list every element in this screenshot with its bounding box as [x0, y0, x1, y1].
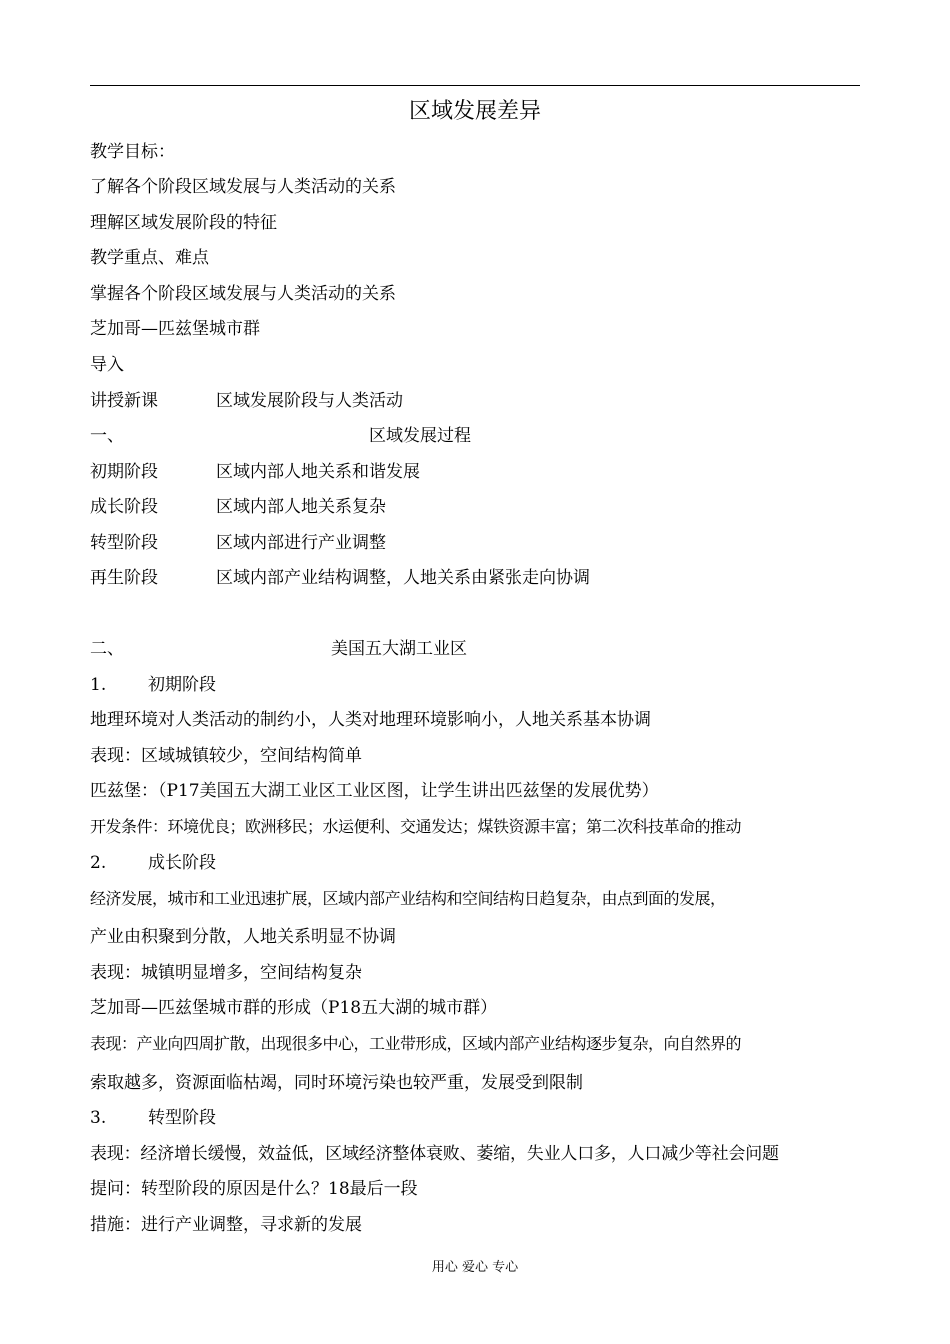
section-2-title: 美国五大湖工业区: [331, 639, 467, 659]
section-1-title: 区域发展过程: [369, 426, 471, 446]
paragraph-line: 表现：产业向四周扩散，出现很多中心，工业带形成，区域内部产业结构逐步复杂，向自然界的: [90, 1034, 742, 1053]
paragraph-line: 开发条件：环境优良；欧洲移民；水运便利、交通发达；煤铁资源丰富；第二次科技革命的推动: [90, 817, 742, 836]
paragraph-line: 表现：城镇明显增多，空间结构复杂: [90, 963, 362, 983]
new-lesson-line: [90, 389, 865, 413]
stage-row: [90, 460, 865, 484]
paragraph-line: 索取越多，资源面临枯竭，同时环境污染也较严重，发展受到限制: [90, 1073, 583, 1093]
stage-name: 再生阶段: [90, 568, 158, 588]
key-point-2: 芝加哥—匹兹堡城市群: [90, 319, 260, 339]
subsection-2-title: 成长阶段: [148, 853, 216, 873]
paragraph-line: 表现：经济增长缓慢，效益低，区域经济整体衰败、萎缩，失业人口多，人口减少等社会问题: [90, 1144, 779, 1164]
section-2-number: 二、: [90, 639, 124, 659]
key-points-heading: 教学重点、难点: [90, 248, 209, 268]
stage-row: [90, 531, 865, 555]
stage-row: [90, 566, 865, 590]
key-point-1: 掌握各个阶段区域发展与人类活动的关系: [90, 284, 396, 304]
page-footer: 用心 爱心 专心: [431, 1260, 519, 1275]
stage-desc: 区域内部人地关系复杂: [216, 497, 386, 517]
objectives-heading: 教学目标：: [90, 142, 175, 162]
stage-name: 成长阶段: [90, 497, 158, 517]
paragraph-line: 经济发展，城市和工业迅速扩展，区域内部产业结构和空间结构日趋复杂，由点到面的发展，: [90, 889, 726, 908]
stage-desc: 区域内部产业结构调整，人地关系由紧张走向协调: [216, 568, 590, 588]
intro-line: 导入: [90, 355, 124, 375]
paragraph-line: 芝加哥—匹兹堡城市群的形成（P18五大湖的城市群）: [90, 998, 498, 1018]
subsection-1-number: 1.: [90, 675, 107, 695]
header-rule: [90, 85, 860, 86]
subsection-1-title: 初期阶段: [148, 675, 216, 695]
subsection-2-number: 2.: [90, 853, 107, 873]
stage-desc: 区域内部人地关系和谐发展: [216, 462, 420, 482]
section-2-heading: [90, 637, 865, 661]
section-1-number: 一、: [90, 426, 124, 446]
paragraph-line: 提问：转型阶段的原因是什么？18最后一段: [90, 1179, 418, 1199]
stage-name: 初期阶段: [90, 462, 158, 482]
paragraph-line: 表现：区域城镇较少，空间结构简单: [90, 746, 362, 766]
subsection-1-heading: [90, 673, 865, 697]
new-lesson-topic: 区域发展阶段与人类活动: [216, 391, 403, 411]
subsection-3-number: 3.: [90, 1108, 107, 1128]
paragraph-line: 措施：进行产业调整，寻求新的发展: [90, 1215, 362, 1235]
stage-desc: 区域内部进行产业调整: [216, 533, 386, 553]
paragraph-line: 匹兹堡：（P17美国五大湖工业区工业区图，让学生讲出匹兹堡的发展优势）: [90, 781, 659, 801]
paragraph-line: 地理环境对人类活动的制约小，人类对地理环境影响小，人地关系基本协调: [90, 710, 651, 730]
subsection-3-heading: [90, 1106, 865, 1130]
objective-2: 理解区域发展阶段的特征: [90, 213, 277, 233]
page-title: 区域发展差异: [408, 99, 541, 124]
subsection-3-title: 转型阶段: [148, 1108, 216, 1128]
objective-1: 了解各个阶段区域发展与人类活动的关系: [90, 177, 396, 197]
stage-row: [90, 495, 865, 519]
new-lesson-label: 讲授新课: [90, 391, 158, 411]
stage-name: 转型阶段: [90, 533, 158, 553]
subsection-2-heading: [90, 851, 865, 875]
paragraph-line: 产业由积聚到分散，人地关系明显不协调: [90, 927, 396, 947]
section-1-heading: [90, 424, 865, 448]
